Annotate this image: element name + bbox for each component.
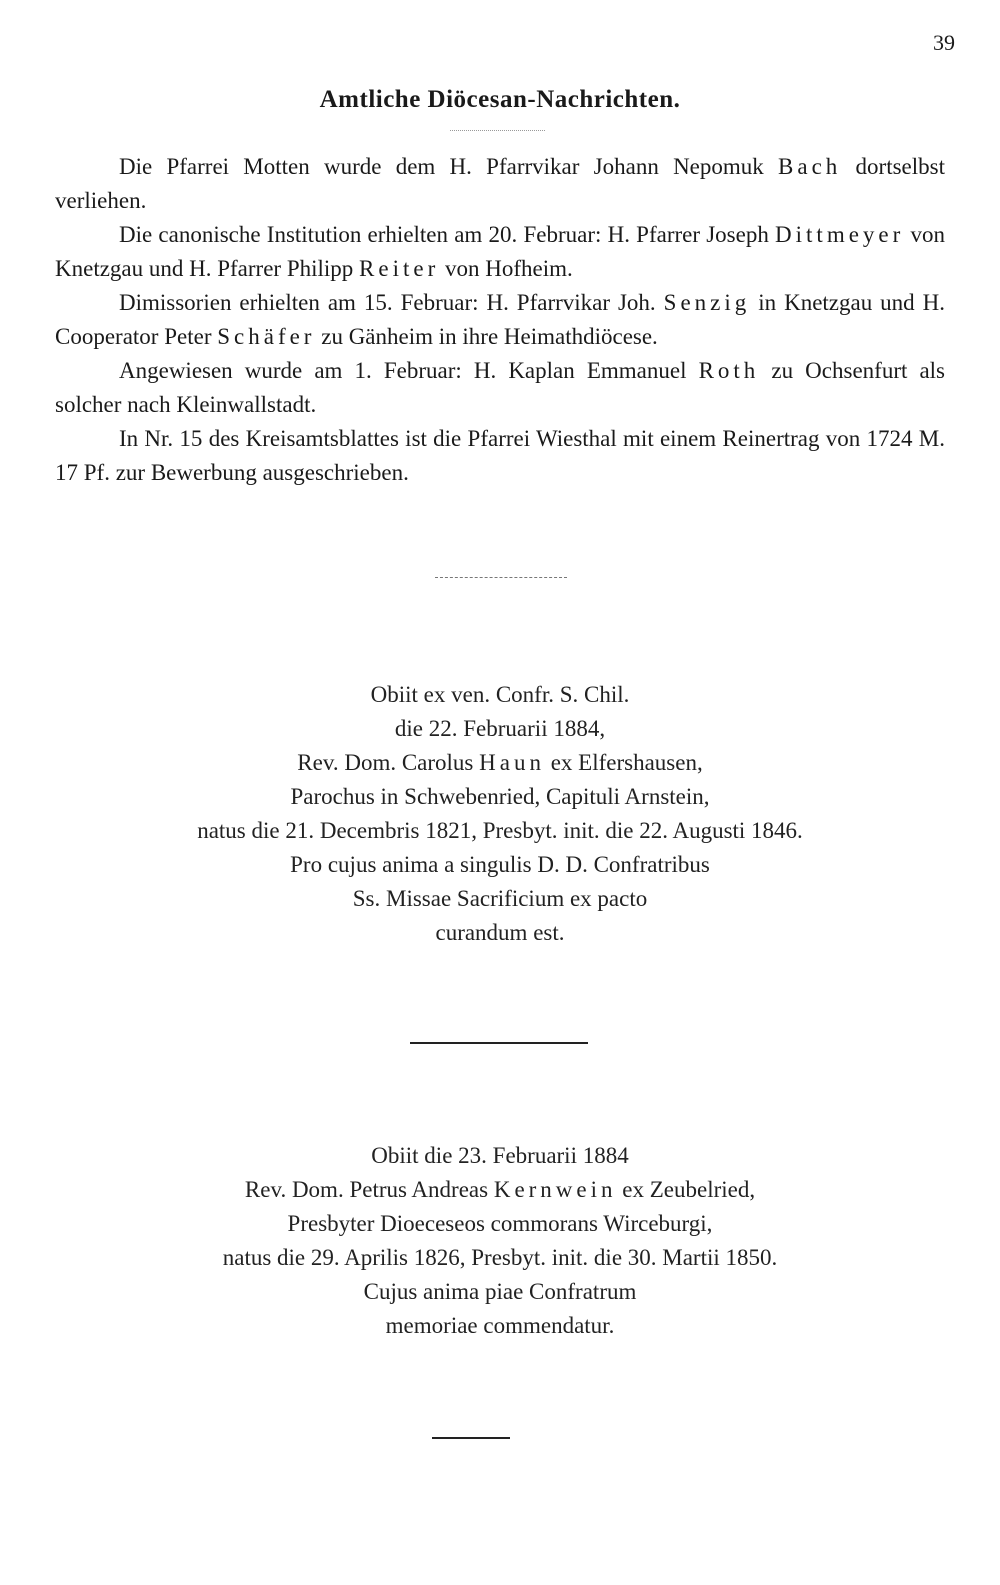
- spaced-name: Schäfer: [217, 324, 316, 349]
- obituary-carolus-haun: [0, 678, 1000, 950]
- text-run: Angewiesen wurde am 1. Februar: H. Kaplan Emmanuel: [119, 358, 699, 383]
- spaced-name: Senzig: [663, 290, 751, 315]
- obituary-line: [0, 712, 1000, 746]
- spaced-name: Reiter: [359, 256, 440, 281]
- text-run: Presbyter Dioeceseos commorans Wirceburgi,: [287, 1211, 713, 1236]
- obituary-line: [0, 1241, 1000, 1275]
- spaced-name: Dittmeyer: [775, 222, 905, 247]
- text-run: Pro cujus anima a singulis D. D. Confratribus: [290, 852, 710, 877]
- obituary-line: [0, 678, 1000, 712]
- obituary-line: [0, 814, 1000, 848]
- spaced-name: Roth: [698, 358, 760, 383]
- text-run: Ss. Missae Sacrificium ex pacto: [352, 886, 648, 911]
- obituary-line: [0, 746, 1000, 780]
- text-run: zu Ochsenfurt als solcher nach Kleinwallstadt.: [55, 358, 946, 417]
- text-run: curandum est.: [435, 920, 565, 945]
- text-run: ex Elfershausen,: [544, 750, 703, 775]
- notice-paragraph: [55, 286, 945, 354]
- obituary-line: [0, 780, 1000, 814]
- obituary-line: [0, 1275, 1000, 1309]
- notice-paragraph: [55, 354, 945, 422]
- obituary-line: [0, 1207, 1000, 1241]
- text-run: Obiit die 23. Februarii 1884: [371, 1143, 629, 1168]
- text-run: Dimissorien erhielten am 15. Februar: H. Pfarrvikar Joh.: [119, 290, 664, 315]
- text-run: In Nr. 15 des Kreisamtsblattes ist die Pfarrei Wiesthal mit einem Reinertrag von 1724 M. 17 Pf. zur Bewerbung ausgeschrieben.: [55, 426, 945, 485]
- text-run: Cujus anima piae Confratrum: [363, 1279, 637, 1304]
- notices-section: [55, 150, 945, 490]
- text-run: dortselbst verliehen.: [55, 154, 945, 213]
- obituary-line: [0, 882, 1000, 916]
- spaced-name: Bach: [778, 154, 842, 179]
- text-run: Rev. Dom. Carolus: [297, 750, 480, 775]
- text-run: Obiit ex ven. Confr. S. Chil.: [370, 682, 630, 707]
- spaced-name: Haun: [479, 750, 545, 775]
- text-run: Parochus in Schwebenried, Capituli Arnstein,: [290, 784, 710, 809]
- text-run: von Knetzgau und H. Pfarrer Philipp: [55, 222, 946, 281]
- text-run: memoriae commendatur.: [385, 1313, 615, 1338]
- text-run: natus die 21. Decembris 1821, Presbyt. init. die 22. Augusti 1846.: [197, 818, 803, 843]
- heading-rule: [450, 130, 545, 131]
- section-separator-dashed: [435, 577, 567, 578]
- text-run: Die Pfarrei Motten wurde dem H. Pfarrvikar Johann Nepomuk: [119, 154, 779, 179]
- obituary-line: [0, 1139, 1000, 1173]
- section-separator-rule: [410, 1042, 588, 1044]
- notice-paragraph: [55, 150, 945, 218]
- text-run: in Knetzgau und H. Cooperator Peter: [55, 290, 945, 349]
- page-number: 39: [933, 30, 955, 55]
- end-rule: [432, 1437, 510, 1439]
- page-heading: Amtliche Diöcesan-Nachrichten.: [319, 86, 681, 113]
- text-run: ex Zeubelried,: [616, 1177, 756, 1202]
- spaced-name: Kernwein: [493, 1177, 617, 1202]
- notice-paragraph: [55, 422, 945, 490]
- obituary-line: [0, 1173, 1000, 1207]
- obituary-line: [0, 1309, 1000, 1343]
- text-run: von Hofheim.: [439, 256, 573, 281]
- text-run: Die canonische Institution erhielten am 20. Februar: H. Pfarrer Joseph: [119, 222, 776, 247]
- notice-paragraph: [55, 218, 945, 286]
- text-run: die 22. Februarii 1884,: [394, 716, 606, 741]
- text-run: zu Gänheim in ihre Heimathdiöcese.: [315, 324, 658, 349]
- obituary-line: [0, 848, 1000, 882]
- obituary-line: [0, 916, 1000, 950]
- text-run: Rev. Dom. Petrus Andreas: [244, 1177, 494, 1202]
- obituary-petrus-kernwein: [0, 1139, 1000, 1343]
- text-run: natus die 29. Aprilis 1826, Presbyt. init. die 30. Martii 1850.: [222, 1245, 778, 1270]
